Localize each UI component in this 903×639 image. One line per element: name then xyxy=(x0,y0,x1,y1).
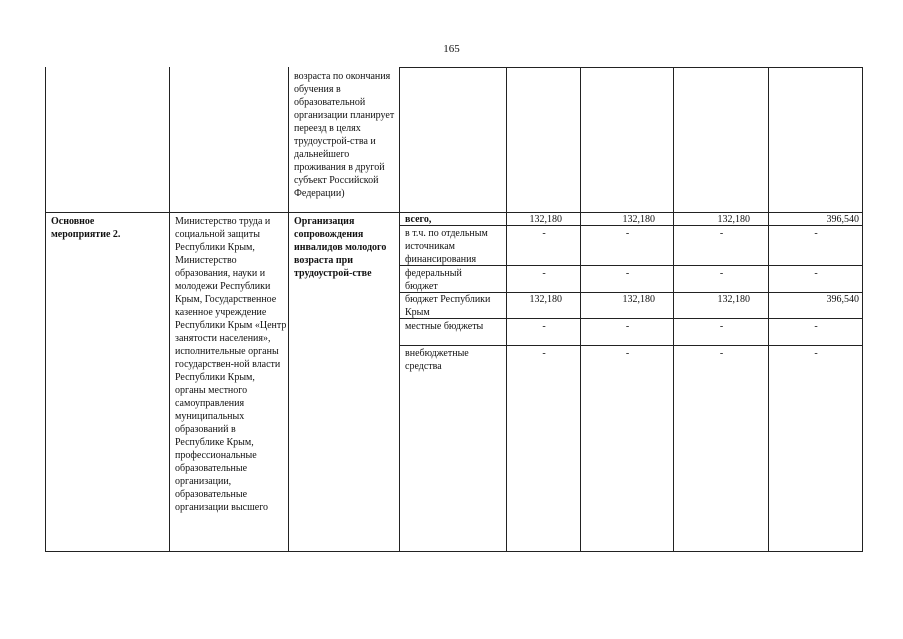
amount-cell: 396,540 xyxy=(826,214,859,225)
amount-cell: - xyxy=(719,228,724,239)
column-divider xyxy=(506,67,507,552)
row-divider xyxy=(399,67,863,68)
table-border-left xyxy=(45,67,46,552)
column-divider xyxy=(169,67,170,552)
amount-cell: 132,180 xyxy=(622,214,655,225)
column-divider xyxy=(580,67,581,552)
activity-label: Основное мероприятие 2. xyxy=(51,216,121,240)
amount-cell: - xyxy=(814,228,818,239)
amount-cell: - xyxy=(542,348,546,359)
amount-cell: 132,180 xyxy=(622,294,655,305)
amount-cell: - xyxy=(625,268,630,279)
column-divider xyxy=(673,67,674,552)
funding-source: федеральный бюджет xyxy=(405,268,462,292)
amount-cell: - xyxy=(719,268,724,279)
amount-cell: - xyxy=(719,321,724,332)
row-divider xyxy=(399,345,863,346)
funding-source: местные бюджеты xyxy=(405,321,484,332)
funding-source: бюджет Республики Крым xyxy=(405,294,491,318)
amount-cell: - xyxy=(814,268,818,279)
amount-cell: - xyxy=(542,321,546,332)
funding-source: внебюджетные средства xyxy=(405,348,469,372)
amount-cell: - xyxy=(625,348,630,359)
page-number: 165 xyxy=(443,43,460,55)
activity-name: Организация сопровождения инвалидов молодого возраста при трудоустрой-стве xyxy=(294,216,387,279)
amount-cell: 132,180 xyxy=(529,294,562,305)
column-divider xyxy=(399,67,400,552)
funding-source: всего, xyxy=(405,214,432,225)
executors-text: Министерство труда и социальной защиты Республики Крым, Министерство образования, науки и молодежи Республики Крым, Государственное казенное учреждение Республики Крым «Центр занятости населения», исполнительные органы государствен-ной власти Республики Крым, органы местного самоуправления муниципальных образований в Республике Крым, профессиональные образовательные организации, образовательные организации высшего xyxy=(175,216,287,513)
amount-cell: 132,180 xyxy=(717,294,750,305)
amount-cell: - xyxy=(625,228,630,239)
amount-cell: - xyxy=(542,268,546,279)
amount-cell: 132,180 xyxy=(529,214,562,225)
amount-cell: - xyxy=(542,228,546,239)
amount-cell: - xyxy=(625,321,630,332)
table-border-bottom xyxy=(45,551,863,552)
amount-cell: 132,180 xyxy=(717,214,750,225)
column-divider xyxy=(288,67,289,552)
financing-table xyxy=(45,67,863,552)
amount-cell: - xyxy=(814,348,818,359)
column-divider xyxy=(768,67,769,552)
amount-cell: - xyxy=(814,321,818,332)
funding-source: в т.ч. по отдельным источникам финансирования xyxy=(405,228,488,265)
table-border-right xyxy=(862,67,863,552)
amount-cell: - xyxy=(719,348,724,359)
continued-goal-text: возраста по окончания обучения в образовательной организации планирует переезд в целях трудоустрой-ства и дальнейшего проживания в другой субъект Российской Федерации) xyxy=(294,71,395,199)
amount-cell: 396,540 xyxy=(826,294,859,305)
